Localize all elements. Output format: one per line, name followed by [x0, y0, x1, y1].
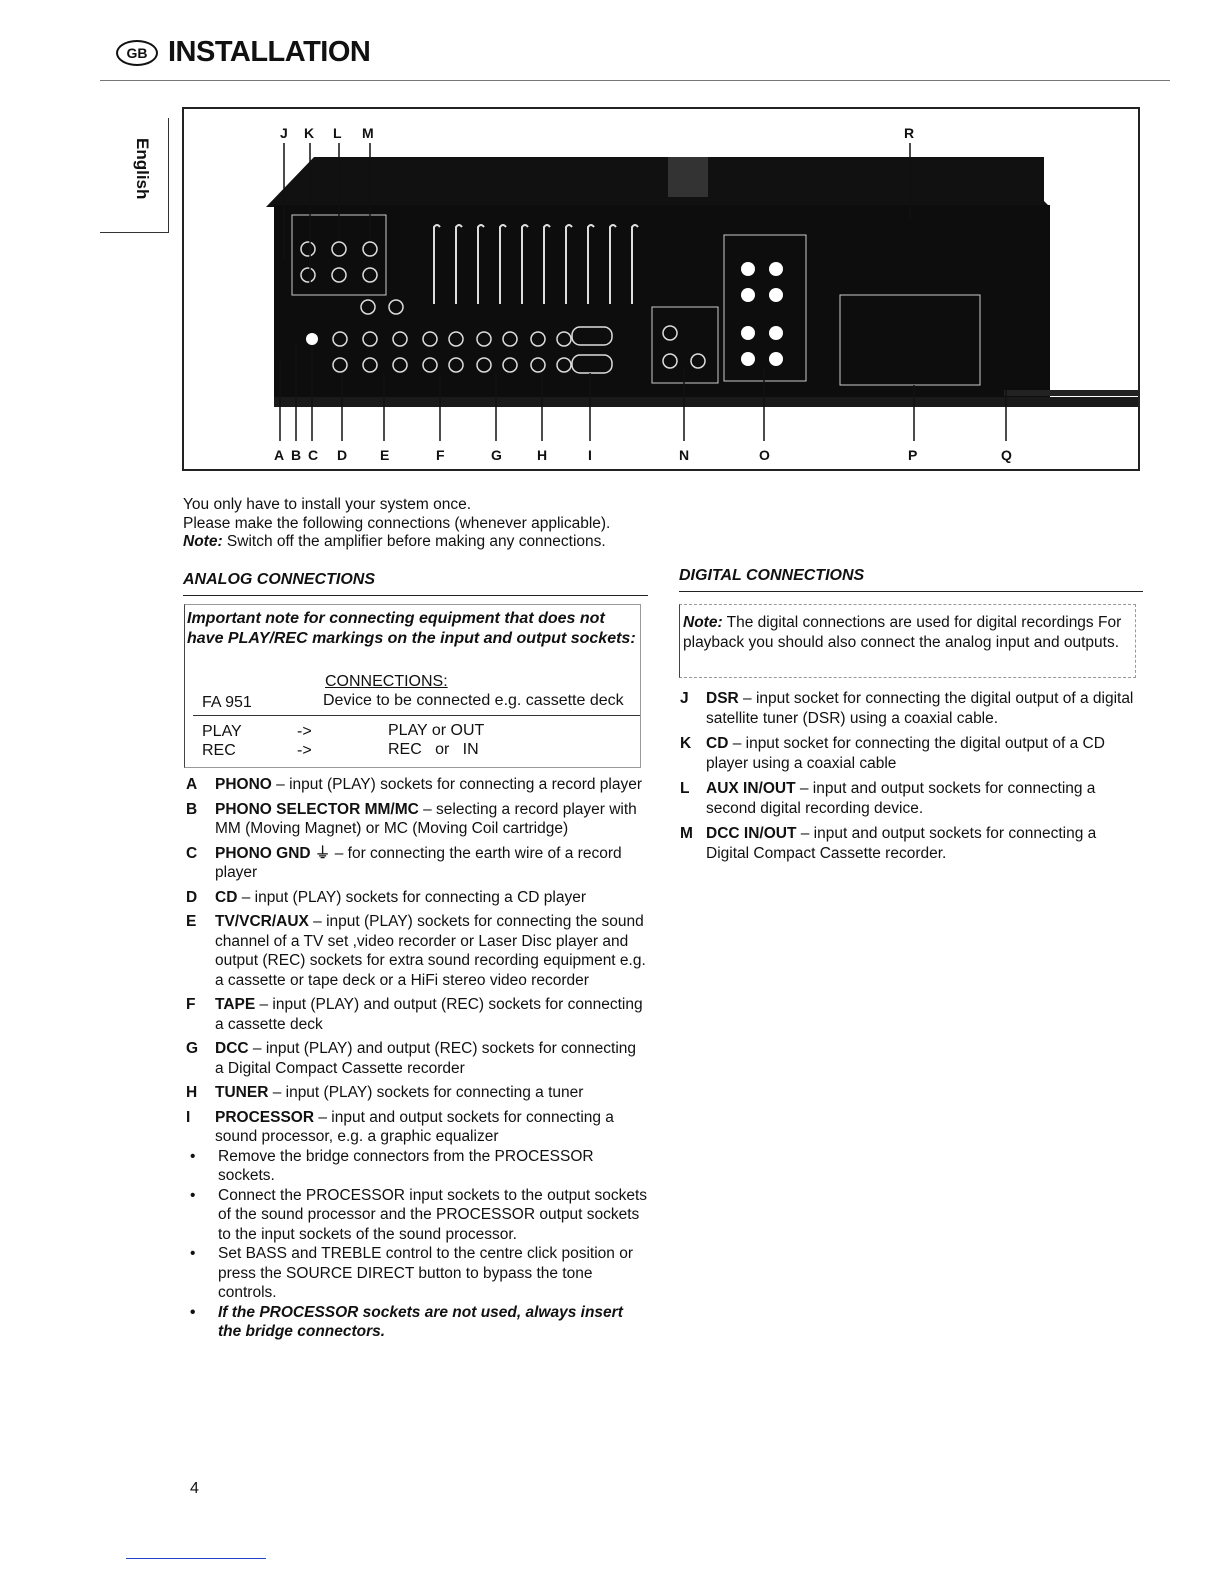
digital-heading: DIGITAL CONNECTIONS [679, 567, 1143, 592]
connections-header: CONNECTIONS: [325, 673, 448, 690]
panel-window [668, 157, 708, 197]
label-h: H [537, 447, 548, 463]
label-j: J [280, 125, 288, 141]
panel-body [274, 205, 1050, 397]
processor-bullet-final: • If the PROCESSOR sockets are not used, always insert the bridge connectors. [190, 1303, 623, 1340]
label-r: R [904, 125, 915, 141]
row-play-b: PLAY or OUT [388, 722, 485, 739]
language-label: English [133, 138, 152, 200]
connections-right-head: Device to be connected e.g. cassette deck [323, 692, 624, 709]
analog-item-e: E TV/VCR/AUX – input (PLAY) sockets for connecting the sound channel of a TV set ,video recorder or Laser Disc player and output (REC) sockets for extra sound recording equipment e.g. a cassette or tape deck or a HiFi stereo video recorder [186, 913, 646, 989]
intro-text [183, 496, 610, 552]
label-l: L [333, 125, 342, 141]
row-play-arrow: -> [297, 723, 312, 740]
analog-item-a: A PHONO – input (PLAY) sockets for connecting a record player [186, 776, 643, 793]
label-e: E [380, 447, 390, 463]
processor-bullet-3: • Set BASS and TREBLE control to the centre click position or press the SOURCE DIRECT button to bypass the tone controls. [190, 1245, 633, 1301]
analog-item-i: I PROCESSOR – input and output sockets for connecting a sound processor, e.g. a graphic equalizer [186, 1108, 614, 1145]
important-note-box [184, 604, 641, 768]
page-title: INSTALLATION [168, 36, 371, 68]
important-note-text: Important note for connecting equipment that does not have PLAY/REC markings on the input and output sockets: [187, 610, 636, 647]
digital-item-m: M DCC IN/OUT – input and output sockets for connecting a Digital Compact Cassette recorder. [680, 825, 1097, 862]
analog-item-g: G DCC – input (PLAY) and output (REC) sockets for connecting a Digital Compact Cassette recorder [186, 1040, 637, 1077]
rear-panel-illustration [184, 109, 1138, 469]
gnd-terminal [306, 333, 318, 345]
label-k: K [304, 125, 315, 141]
digital-note-label: Note: [683, 614, 723, 631]
connections-divider [193, 715, 640, 716]
connections-left-head: FA 951 [202, 694, 252, 711]
digital-note-text: The digital connections are used for digital recordings For playback you should also connect the analog input and outputs. [683, 614, 1122, 651]
row-play-a: PLAY [202, 723, 242, 740]
label-m: M [362, 125, 374, 141]
digital-note-box [679, 604, 1136, 678]
label-c: C [308, 447, 319, 463]
label-p: P [908, 447, 918, 463]
label-g: G [491, 447, 502, 463]
row-rec-b: REC or IN [388, 741, 479, 758]
label-d: D [337, 447, 348, 463]
analog-item-h: H TUNER – input (PLAY) sockets for connecting a tuner [186, 1084, 584, 1101]
label-n: N [679, 447, 690, 463]
analog-heading: ANALOG CONNECTIONS [183, 571, 648, 596]
analog-item-b: B PHONO SELECTOR MM/MC – selecting a record player with MM (Moving Magnet) or MC (Moving Coil cartridge) [186, 800, 637, 837]
rear-panel-figure [182, 107, 1140, 471]
digital-item-k: K CD – input socket for connecting the digital output of a CD player using a coaxial cable [680, 735, 1105, 772]
intro-line-1: You only have to install your system once. [183, 496, 472, 513]
panel-base [274, 397, 1138, 407]
analog-item-c: C PHONO GND ⏚ – for connecting the earth wire of a record player [186, 844, 622, 881]
label-b: B [291, 447, 302, 463]
page-number: 4 [190, 1480, 199, 1497]
label-i: I [588, 447, 592, 463]
intro-note [183, 533, 610, 552]
intro-line-2: Please make the following connections (whenever applicable). [183, 514, 611, 532]
gb-badge: GB [116, 40, 158, 66]
intro-note-text: Switch off the amplifier before making any connections. [222, 533, 606, 550]
analog-item-d: D CD – input (PLAY) sockets for connecting a CD player [186, 888, 587, 906]
processor-bullet-2: • Connect the PROCESSOR input sockets to the output sockets of the sound processor and the PROCESSOR output sockets to the input sockets of the sound processor. [190, 1186, 648, 1243]
header-rule [100, 80, 1170, 81]
footer-rule [126, 1558, 266, 1559]
row-rec-arrow: -> [297, 742, 312, 759]
intro-note-label: Note: [183, 533, 223, 550]
digital-item-j: J DSR – input socket for connecting the digital output of a digital satellite tuner (DSR) using a coaxial cable. [680, 690, 1134, 727]
analog-items [186, 775, 648, 1342]
digital-item-l: L AUX IN/OUT – input and output sockets for connecting a second digital recording device. [680, 780, 1096, 817]
label-o: O [759, 447, 770, 463]
label-a: A [274, 447, 285, 463]
language-tab [100, 118, 169, 233]
analog-item-f: F TAPE – input (PLAY) and output (REC) sockets for connecting a cassette deck [186, 996, 643, 1033]
page-header [116, 36, 370, 69]
digital-note [683, 613, 1131, 652]
processor-bullet-1: • Remove the bridge connectors from the PROCESSOR sockets. [190, 1147, 594, 1184]
row-rec-a: REC [202, 742, 236, 759]
digital-items [680, 689, 1140, 868]
label-f: F [436, 447, 445, 463]
panel-top-edge [266, 157, 1050, 207]
label-q: Q [1001, 447, 1012, 463]
